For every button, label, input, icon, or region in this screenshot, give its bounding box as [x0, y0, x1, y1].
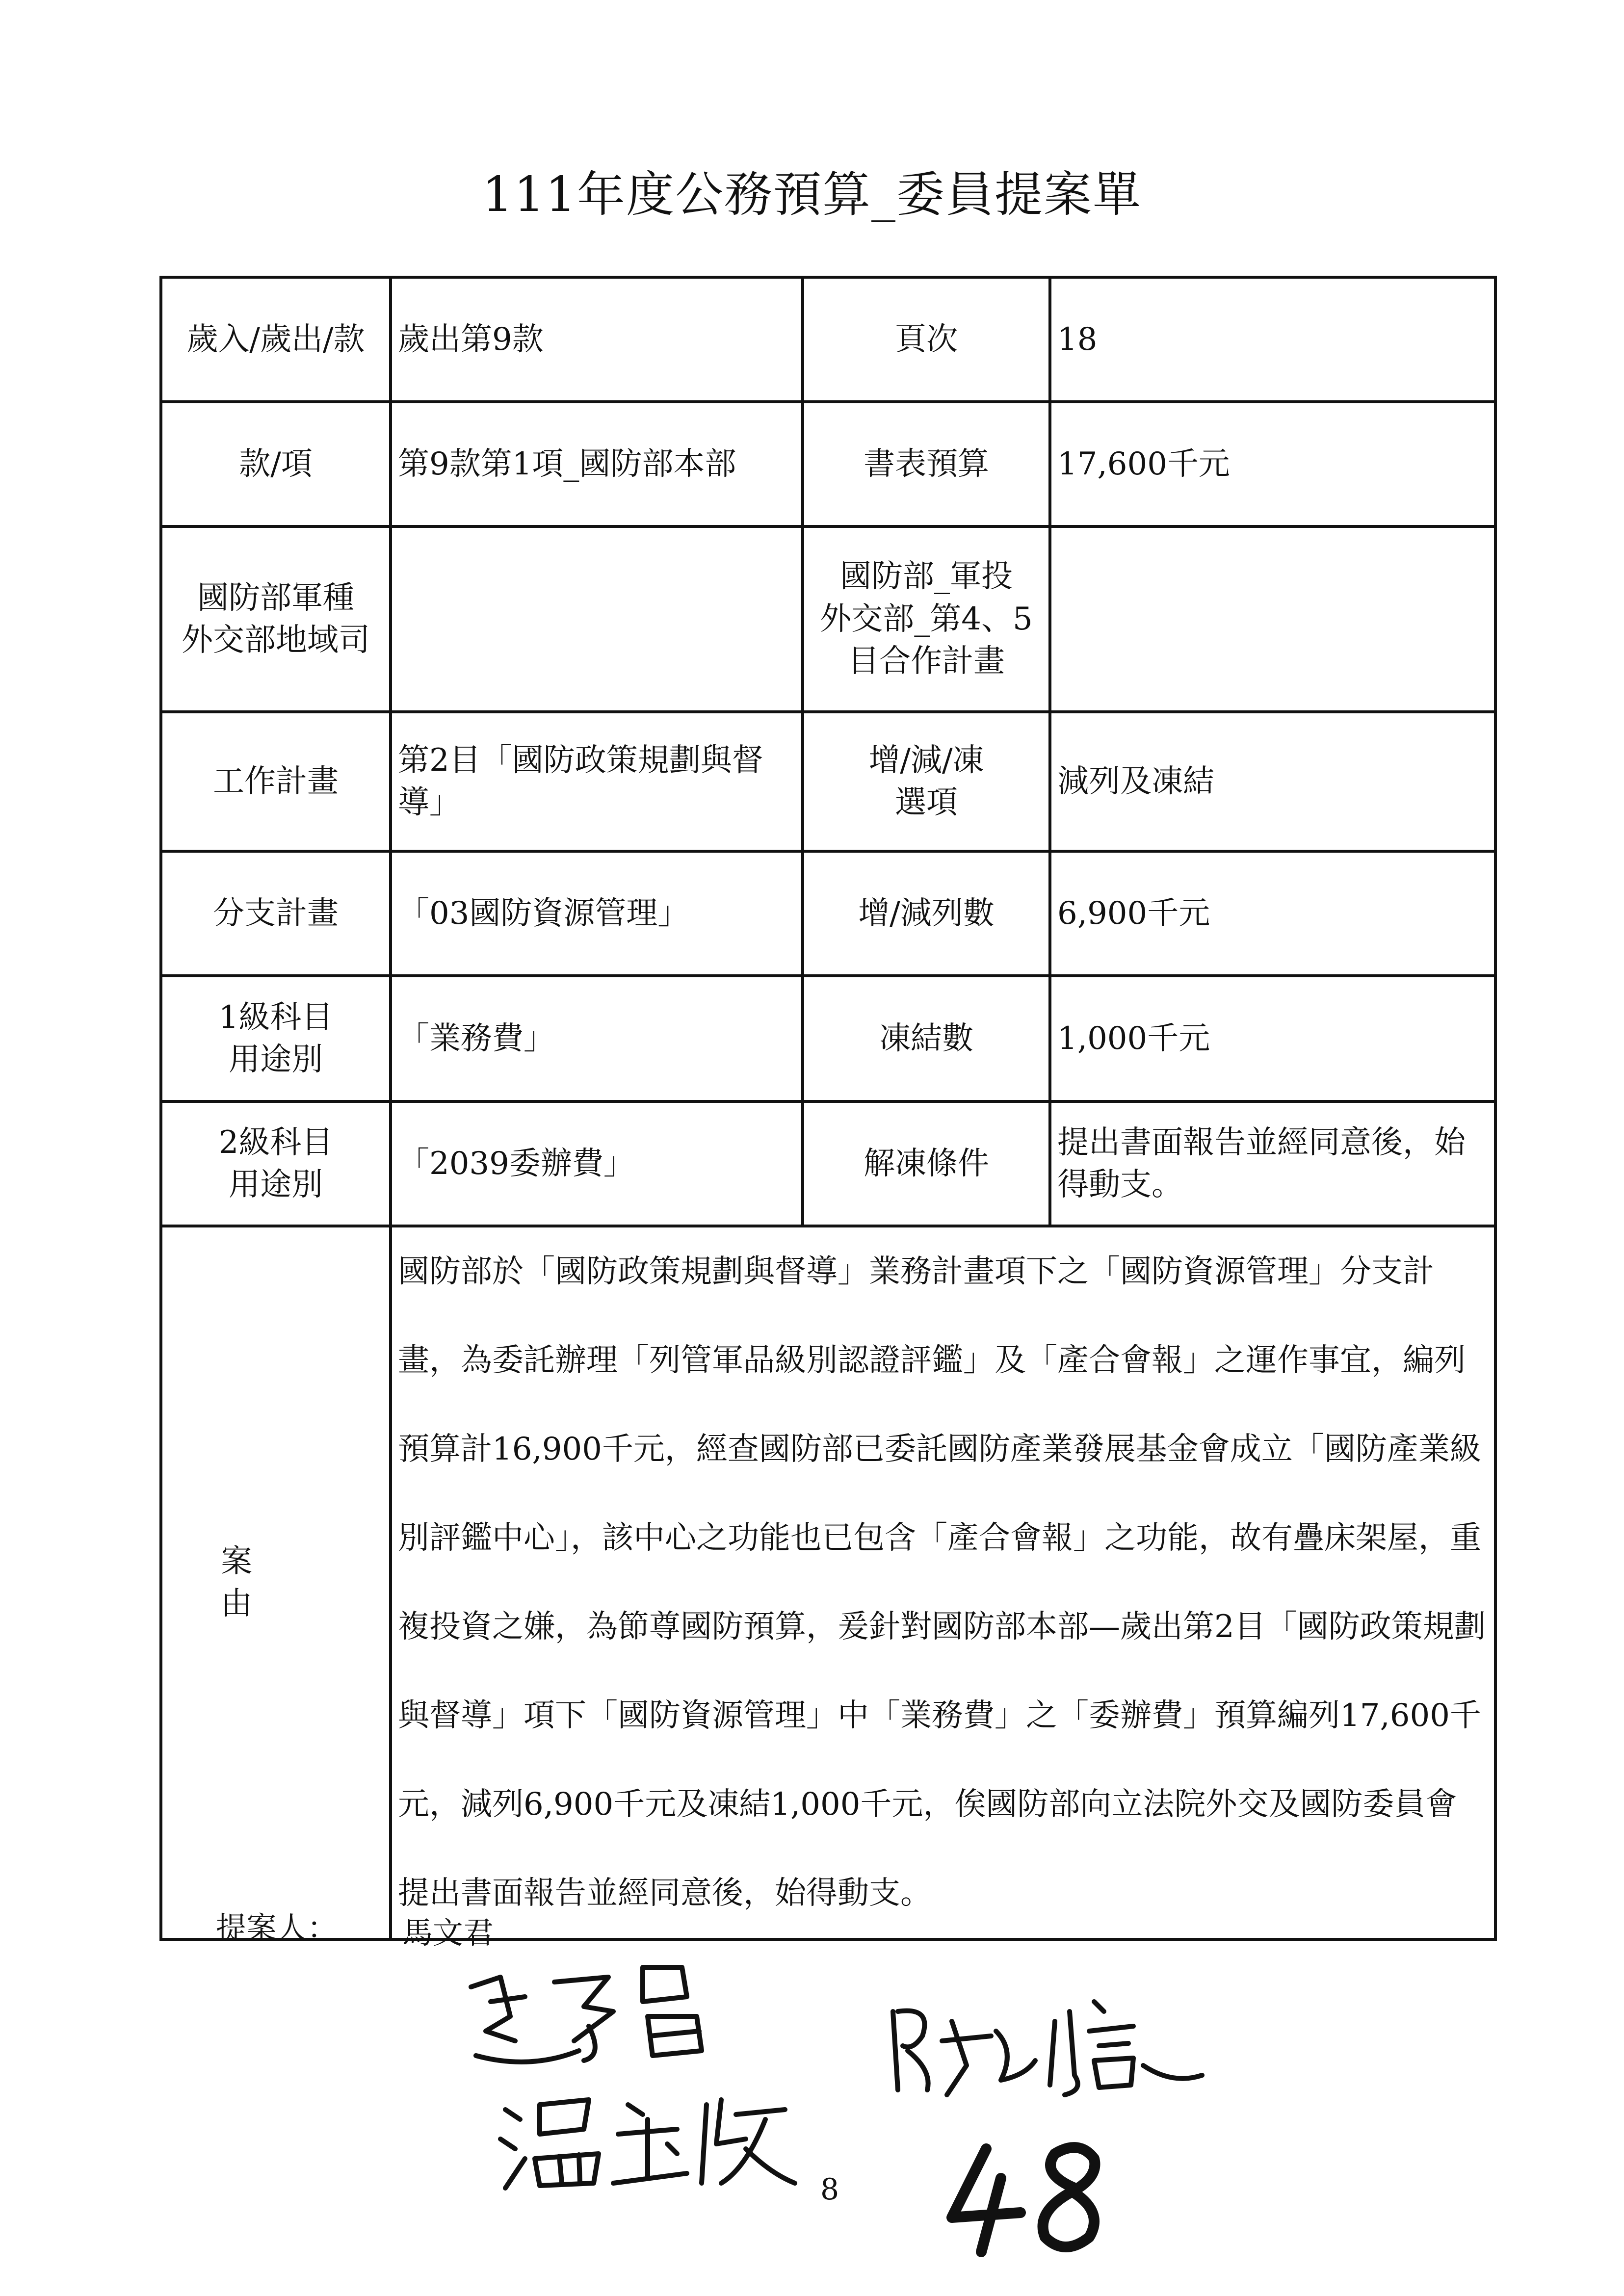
signature-2	[491, 2085, 805, 2198]
table-row	[161, 402, 1495, 526]
label-cell	[161, 1101, 391, 1226]
proposal-form-table	[159, 276, 1497, 1941]
label-cell: 凍結數	[803, 976, 1050, 1101]
reason-cell	[391, 1226, 1495, 1939]
value-cell: 6,900千元	[1050, 851, 1495, 976]
label-line: 增/減/凍	[868, 742, 984, 779]
label-line: 2級科目	[218, 1124, 333, 1161]
label-line: 外交部地域司	[182, 622, 370, 658]
value-cell: 第9款第1項_國防部本部	[391, 402, 803, 526]
value-cell: 第2目「國防政策規劃與督導」	[391, 712, 803, 851]
proposer-label: 提案人：	[216, 1910, 338, 1946]
label-line: 目合作計畫	[848, 643, 1005, 680]
form-title: 111年度公務預算_委員提案單	[482, 167, 1142, 223]
table-row	[161, 526, 1495, 712]
table-row	[161, 712, 1495, 851]
table-row	[161, 976, 1495, 1101]
value-cell: 歲出第9款	[391, 277, 803, 402]
label-cell: 分支計畫	[161, 851, 391, 976]
label-line: 1級科目	[218, 999, 333, 1036]
signature-3	[878, 1992, 1222, 2105]
reason-label-cell	[161, 1226, 391, 1939]
value-cell: 18	[1050, 277, 1495, 402]
value-cell: 「03國防資源管理」	[391, 851, 803, 976]
reason-label: 案由	[221, 1543, 331, 1622]
label-cell	[161, 526, 391, 712]
label-cell: 款/項	[161, 402, 391, 526]
page-number: 8	[820, 2172, 839, 2207]
signature-1	[456, 1957, 731, 2075]
label-cell: 歲入/歲出/款	[161, 277, 391, 402]
label-cell: 工作計畫	[161, 712, 391, 851]
label-cell	[803, 526, 1050, 712]
table-row	[161, 277, 1495, 402]
value-cell: 「2039委辦費」	[391, 1101, 803, 1226]
label-line: 選項	[895, 784, 958, 821]
label-cell: 書表預算	[803, 402, 1050, 526]
label-line: 外交部_第4、5	[820, 600, 1033, 637]
reason-text: 國防部於「國防政策規劃與督導」業務計畫項下之「國防資源管理」分支計畫，為委託辦理「列管軍品級別認證評鑑」及「產合會報」之運作事宜，編列預算計16,900千元，經查國防部已委託國防產業發展基金會成立「國防產業級別評鑑中心」，該中心之功能也已包含「產合會報」之功能，故有疊床架屋，重複投資之嫌，為節尊國防預算，爰針對國防部本部—歲出第2目「國防政策規劃與督導」項下「國防資源管理」中「業務費」之「委辦費」預算編列17,600千元，減列6,900千元及凍結1,000千元，俟國防部向立法院外交及國防委員會提出書面報告並經同意後，始得動支。	[398, 1253, 1486, 1911]
table-row	[161, 1101, 1495, 1226]
proposer-name: 馬文君	[402, 1915, 494, 1951]
label-cell: 解凍條件	[803, 1101, 1050, 1226]
label-line: 國防部軍種	[197, 579, 354, 616]
label-cell: 增/減列數	[803, 851, 1050, 976]
value-cell: 17,600千元	[1050, 402, 1495, 526]
table-row	[161, 1226, 1495, 1939]
label-line: 用途別	[229, 1167, 323, 1203]
label-cell	[803, 712, 1050, 851]
value-cell	[1050, 526, 1495, 712]
value-cell: 「業務費」	[391, 976, 803, 1101]
value-cell: 減列及凍結	[1050, 712, 1495, 851]
value-cell	[391, 526, 803, 712]
label-cell: 頁次	[803, 277, 1050, 402]
label-line: 用途別	[229, 1042, 323, 1078]
label-line: 國防部_軍投	[840, 558, 1013, 595]
label-cell	[161, 976, 391, 1101]
value-cell: 提出書面報告並經同意後，始得動支。	[1050, 1101, 1495, 1226]
handwritten-number-48	[942, 2134, 1119, 2262]
table-row	[161, 851, 1495, 976]
value-cell: 1,000千元	[1050, 976, 1495, 1101]
